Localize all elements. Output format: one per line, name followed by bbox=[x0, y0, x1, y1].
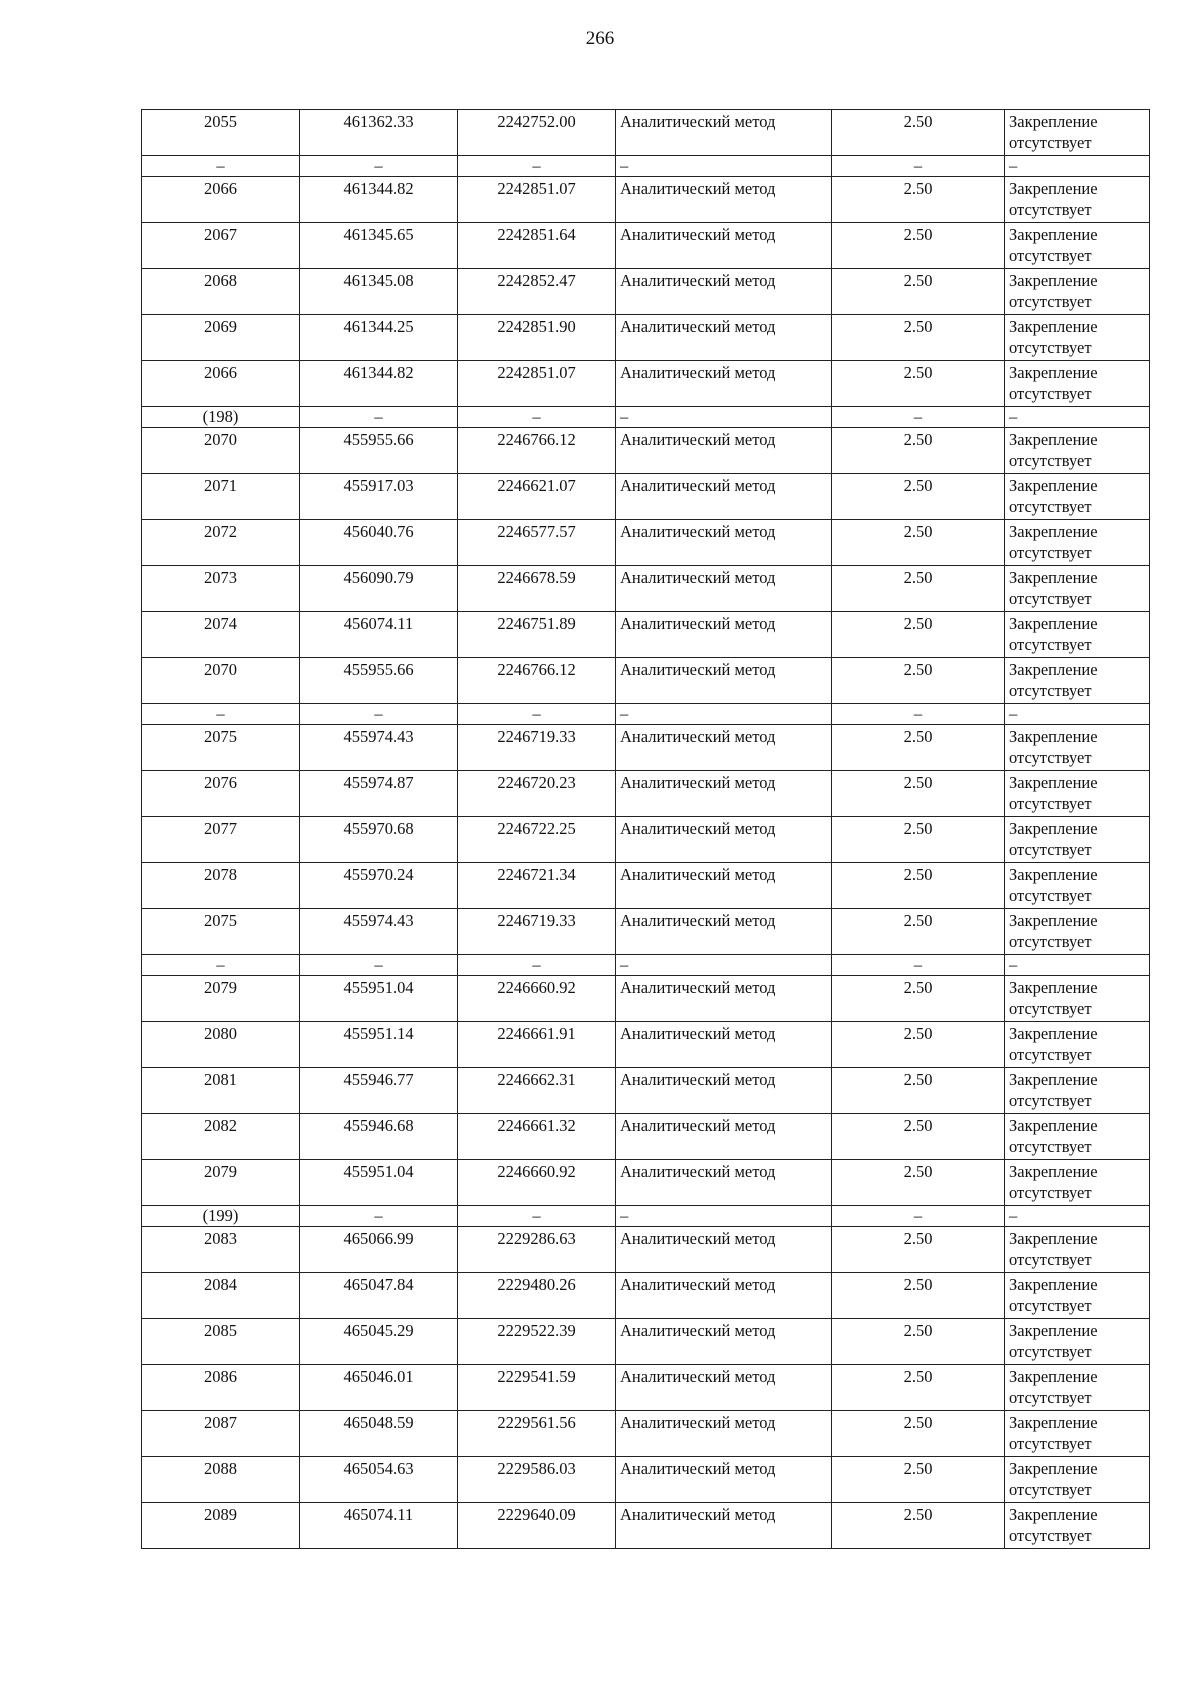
fixation-cell: Закрепление отсутствует bbox=[1005, 1319, 1150, 1365]
point-number-cell: 2080 bbox=[142, 1022, 300, 1068]
method-cell: – bbox=[616, 1206, 832, 1227]
accuracy-cell: 2.50 bbox=[832, 909, 1005, 955]
y-coordinate-cell: 2246661.91 bbox=[458, 1022, 616, 1068]
y-coordinate-cell: 2229480.26 bbox=[458, 1273, 616, 1319]
y-coordinate-cell: 2242851.64 bbox=[458, 223, 616, 269]
fixation-cell: Закрепление отсутствует bbox=[1005, 315, 1150, 361]
y-coordinate-cell: 2229286.63 bbox=[458, 1227, 616, 1273]
fixation-cell: Закрепление отсутствует bbox=[1005, 177, 1150, 223]
x-coordinate-cell: 455955.66 bbox=[300, 658, 458, 704]
x-coordinate-cell: – bbox=[300, 704, 458, 725]
table-row bbox=[142, 1160, 1150, 1206]
x-coordinate-cell: – bbox=[300, 156, 458, 177]
point-number-cell: 2076 bbox=[142, 771, 300, 817]
method-cell: Аналитический метод bbox=[616, 474, 832, 520]
accuracy-cell: 2.50 bbox=[832, 976, 1005, 1022]
fixation-cell: Закрепление отсутствует bbox=[1005, 361, 1150, 407]
method-cell: Аналитический метод bbox=[616, 566, 832, 612]
point-number-cell: 2079 bbox=[142, 976, 300, 1022]
accuracy-cell: 2.50 bbox=[832, 1160, 1005, 1206]
y-coordinate-cell: 2246577.57 bbox=[458, 520, 616, 566]
accuracy-cell: 2.50 bbox=[832, 110, 1005, 156]
fixation-cell: Закрепление отсутствует bbox=[1005, 1114, 1150, 1160]
table-row bbox=[142, 177, 1150, 223]
method-cell: Аналитический метод bbox=[616, 1411, 832, 1457]
point-number-cell: (199) bbox=[142, 1206, 300, 1227]
point-number-cell: 2068 bbox=[142, 269, 300, 315]
y-coordinate-cell: 2246661.32 bbox=[458, 1114, 616, 1160]
accuracy-cell: 2.50 bbox=[832, 315, 1005, 361]
accuracy-cell: 2.50 bbox=[832, 1114, 1005, 1160]
point-number-cell: 2079 bbox=[142, 1160, 300, 1206]
y-coordinate-cell: – bbox=[458, 156, 616, 177]
table-row bbox=[142, 976, 1150, 1022]
accuracy-cell: 2.50 bbox=[832, 1411, 1005, 1457]
fixation-cell: Закрепление отсутствует bbox=[1005, 725, 1150, 771]
point-number-cell: 2071 bbox=[142, 474, 300, 520]
table-row bbox=[142, 1273, 1150, 1319]
x-coordinate-cell: 465046.01 bbox=[300, 1365, 458, 1411]
method-cell: Аналитический метод bbox=[616, 725, 832, 771]
x-coordinate-cell: 455970.68 bbox=[300, 817, 458, 863]
point-number-cell: 2081 bbox=[142, 1068, 300, 1114]
y-coordinate-cell: 2229522.39 bbox=[458, 1319, 616, 1365]
accuracy-cell: – bbox=[832, 1206, 1005, 1227]
point-number-cell: 2055 bbox=[142, 110, 300, 156]
accuracy-cell: 2.50 bbox=[832, 863, 1005, 909]
method-cell: Аналитический метод bbox=[616, 1022, 832, 1068]
fixation-cell: – bbox=[1005, 407, 1150, 428]
table-row bbox=[142, 658, 1150, 704]
accuracy-cell: – bbox=[832, 156, 1005, 177]
table-row bbox=[142, 269, 1150, 315]
y-coordinate-cell: 2246660.92 bbox=[458, 976, 616, 1022]
table-row bbox=[142, 817, 1150, 863]
method-cell: – bbox=[616, 955, 832, 976]
y-coordinate-cell: 2229640.09 bbox=[458, 1503, 616, 1549]
x-coordinate-cell: 455974.43 bbox=[300, 725, 458, 771]
y-coordinate-cell: 2242851.07 bbox=[458, 177, 616, 223]
y-coordinate-cell: 2242851.90 bbox=[458, 315, 616, 361]
accuracy-cell: 2.50 bbox=[832, 177, 1005, 223]
table-row bbox=[142, 566, 1150, 612]
method-cell: Аналитический метод bbox=[616, 658, 832, 704]
x-coordinate-cell: – bbox=[300, 955, 458, 976]
method-cell: – bbox=[616, 156, 832, 177]
x-coordinate-cell: 455955.66 bbox=[300, 428, 458, 474]
accuracy-cell: 2.50 bbox=[832, 1227, 1005, 1273]
point-number-cell: 2066 bbox=[142, 177, 300, 223]
table-row bbox=[142, 520, 1150, 566]
x-coordinate-cell: 461344.82 bbox=[300, 177, 458, 223]
x-coordinate-cell: 455951.04 bbox=[300, 976, 458, 1022]
y-coordinate-cell: 2246722.25 bbox=[458, 817, 616, 863]
y-coordinate-cell: 2246660.92 bbox=[458, 1160, 616, 1206]
fixation-cell: Закрепление отсутствует bbox=[1005, 1365, 1150, 1411]
fixation-cell: – bbox=[1005, 1206, 1150, 1227]
point-number-cell: 2070 bbox=[142, 428, 300, 474]
method-cell: Аналитический метод bbox=[616, 110, 832, 156]
method-cell: Аналитический метод bbox=[616, 1160, 832, 1206]
accuracy-cell: 2.50 bbox=[832, 658, 1005, 704]
method-cell: Аналитический метод bbox=[616, 1068, 832, 1114]
table-row bbox=[142, 110, 1150, 156]
y-coordinate-cell: 2246678.59 bbox=[458, 566, 616, 612]
fixation-cell: Закрепление отсутствует bbox=[1005, 1273, 1150, 1319]
point-number-cell: 2083 bbox=[142, 1227, 300, 1273]
method-cell: Аналитический метод bbox=[616, 1273, 832, 1319]
y-coordinate-cell: – bbox=[458, 1206, 616, 1227]
fixation-cell: Закрепление отсутствует bbox=[1005, 1068, 1150, 1114]
accuracy-cell: 2.50 bbox=[832, 771, 1005, 817]
accuracy-cell: 2.50 bbox=[832, 725, 1005, 771]
y-coordinate-cell: 2229561.56 bbox=[458, 1411, 616, 1457]
x-coordinate-cell: 465045.29 bbox=[300, 1319, 458, 1365]
y-coordinate-cell: 2242852.47 bbox=[458, 269, 616, 315]
method-cell: Аналитический метод bbox=[616, 315, 832, 361]
point-number-cell: 2077 bbox=[142, 817, 300, 863]
method-cell: Аналитический метод bbox=[616, 177, 832, 223]
method-cell: Аналитический метод bbox=[616, 1114, 832, 1160]
point-number-cell: – bbox=[142, 955, 300, 976]
method-cell: Аналитический метод bbox=[616, 976, 832, 1022]
fixation-cell: Закрепление отсутствует bbox=[1005, 863, 1150, 909]
accuracy-cell: 2.50 bbox=[832, 474, 1005, 520]
fixation-cell: Закрепление отсутствует bbox=[1005, 976, 1150, 1022]
separator-row bbox=[142, 1206, 1150, 1227]
method-cell: – bbox=[616, 407, 832, 428]
y-coordinate-cell: – bbox=[458, 955, 616, 976]
table-row bbox=[142, 1227, 1150, 1273]
fixation-cell: Закрепление отсутствует bbox=[1005, 520, 1150, 566]
separator-row bbox=[142, 407, 1150, 428]
y-coordinate-cell: – bbox=[458, 407, 616, 428]
x-coordinate-cell: 455946.77 bbox=[300, 1068, 458, 1114]
x-coordinate-cell: 455951.14 bbox=[300, 1022, 458, 1068]
table-row bbox=[142, 361, 1150, 407]
accuracy-cell: 2.50 bbox=[832, 428, 1005, 474]
table-row bbox=[142, 474, 1150, 520]
x-coordinate-cell: 465066.99 bbox=[300, 1227, 458, 1273]
method-cell: Аналитический метод bbox=[616, 909, 832, 955]
coordinates-table bbox=[141, 109, 1150, 1549]
point-number-cell: 2069 bbox=[142, 315, 300, 361]
accuracy-cell: 2.50 bbox=[832, 520, 1005, 566]
fixation-cell: Закрепление отсутствует bbox=[1005, 566, 1150, 612]
accuracy-cell: 2.50 bbox=[832, 817, 1005, 863]
table-row bbox=[142, 223, 1150, 269]
accuracy-cell: – bbox=[832, 407, 1005, 428]
point-number-cell: 2088 bbox=[142, 1457, 300, 1503]
table-row bbox=[142, 909, 1150, 955]
point-number-cell: 2078 bbox=[142, 863, 300, 909]
fixation-cell: Закрепление отсутствует bbox=[1005, 1503, 1150, 1549]
point-number-cell: 2072 bbox=[142, 520, 300, 566]
table-row bbox=[142, 771, 1150, 817]
x-coordinate-cell: – bbox=[300, 1206, 458, 1227]
point-number-cell: 2082 bbox=[142, 1114, 300, 1160]
point-number-cell: 2084 bbox=[142, 1273, 300, 1319]
point-number-cell: 2085 bbox=[142, 1319, 300, 1365]
y-coordinate-cell: 2246719.33 bbox=[458, 909, 616, 955]
accuracy-cell: 2.50 bbox=[832, 1068, 1005, 1114]
method-cell: Аналитический метод bbox=[616, 1503, 832, 1549]
point-number-cell: (198) bbox=[142, 407, 300, 428]
x-coordinate-cell: 465047.84 bbox=[300, 1273, 458, 1319]
accuracy-cell: 2.50 bbox=[832, 566, 1005, 612]
method-cell: Аналитический метод bbox=[616, 1227, 832, 1273]
table-row bbox=[142, 1068, 1150, 1114]
y-coordinate-cell: 2246719.33 bbox=[458, 725, 616, 771]
accuracy-cell: 2.50 bbox=[832, 612, 1005, 658]
accuracy-cell: 2.50 bbox=[832, 1273, 1005, 1319]
y-coordinate-cell: 2246766.12 bbox=[458, 428, 616, 474]
x-coordinate-cell: 455974.87 bbox=[300, 771, 458, 817]
method-cell: Аналитический метод bbox=[616, 1365, 832, 1411]
point-number-cell: 2075 bbox=[142, 725, 300, 771]
fixation-cell: Закрепление отсутствует bbox=[1005, 428, 1150, 474]
fixation-cell: Закрепление отсутствует bbox=[1005, 110, 1150, 156]
table-row bbox=[142, 1503, 1150, 1549]
y-coordinate-cell: 2246720.23 bbox=[458, 771, 616, 817]
x-coordinate-cell: 465054.63 bbox=[300, 1457, 458, 1503]
table-row bbox=[142, 1457, 1150, 1503]
y-coordinate-cell: 2229541.59 bbox=[458, 1365, 616, 1411]
separator-row bbox=[142, 156, 1150, 177]
coordinates-table-body bbox=[142, 110, 1150, 1549]
table-row bbox=[142, 1022, 1150, 1068]
x-coordinate-cell: 465048.59 bbox=[300, 1411, 458, 1457]
method-cell: Аналитический метод bbox=[616, 863, 832, 909]
method-cell: Аналитический метод bbox=[616, 612, 832, 658]
y-coordinate-cell: 2246751.89 bbox=[458, 612, 616, 658]
x-coordinate-cell: 456090.79 bbox=[300, 566, 458, 612]
x-coordinate-cell: 455946.68 bbox=[300, 1114, 458, 1160]
method-cell: – bbox=[616, 704, 832, 725]
point-number-cell: 2074 bbox=[142, 612, 300, 658]
point-number-cell: 2087 bbox=[142, 1411, 300, 1457]
y-coordinate-cell: 2242851.07 bbox=[458, 361, 616, 407]
y-coordinate-cell: – bbox=[458, 704, 616, 725]
point-number-cell: – bbox=[142, 156, 300, 177]
separator-row bbox=[142, 955, 1150, 976]
fixation-cell: Закрепление отсутствует bbox=[1005, 771, 1150, 817]
method-cell: Аналитический метод bbox=[616, 269, 832, 315]
accuracy-cell: 2.50 bbox=[832, 223, 1005, 269]
fixation-cell: Закрепление отсутствует bbox=[1005, 1160, 1150, 1206]
x-coordinate-cell: 461344.25 bbox=[300, 315, 458, 361]
fixation-cell: Закрепление отсутствует bbox=[1005, 474, 1150, 520]
method-cell: Аналитический метод bbox=[616, 428, 832, 474]
x-coordinate-cell: 456074.11 bbox=[300, 612, 458, 658]
accuracy-cell: 2.50 bbox=[832, 1365, 1005, 1411]
accuracy-cell: – bbox=[832, 704, 1005, 725]
page-number: 266 bbox=[585, 28, 615, 49]
accuracy-cell: 2.50 bbox=[832, 1457, 1005, 1503]
point-number-cell: 2067 bbox=[142, 223, 300, 269]
y-coordinate-cell: 2229586.03 bbox=[458, 1457, 616, 1503]
table-row bbox=[142, 315, 1150, 361]
x-coordinate-cell: 465074.11 bbox=[300, 1503, 458, 1549]
x-coordinate-cell: 455917.03 bbox=[300, 474, 458, 520]
x-coordinate-cell: – bbox=[300, 407, 458, 428]
table-row bbox=[142, 725, 1150, 771]
fixation-cell: Закрепление отсутствует bbox=[1005, 658, 1150, 704]
y-coordinate-cell: 2246621.07 bbox=[458, 474, 616, 520]
fixation-cell: – bbox=[1005, 955, 1150, 976]
fixation-cell: Закрепление отсутствует bbox=[1005, 1227, 1150, 1273]
table-row bbox=[142, 1114, 1150, 1160]
x-coordinate-cell: 455970.24 bbox=[300, 863, 458, 909]
table-row bbox=[142, 428, 1150, 474]
fixation-cell: Закрепление отсутствует bbox=[1005, 817, 1150, 863]
point-number-cell: 2070 bbox=[142, 658, 300, 704]
y-coordinate-cell: 2246662.31 bbox=[458, 1068, 616, 1114]
point-number-cell: 2073 bbox=[142, 566, 300, 612]
x-coordinate-cell: 461345.65 bbox=[300, 223, 458, 269]
point-number-cell: – bbox=[142, 704, 300, 725]
x-coordinate-cell: 461344.82 bbox=[300, 361, 458, 407]
fixation-cell: Закрепление отсутствует bbox=[1005, 1022, 1150, 1068]
method-cell: Аналитический метод bbox=[616, 1457, 832, 1503]
table-row bbox=[142, 612, 1150, 658]
fixation-cell: – bbox=[1005, 704, 1150, 725]
accuracy-cell: 2.50 bbox=[832, 1503, 1005, 1549]
y-coordinate-cell: 2246766.12 bbox=[458, 658, 616, 704]
x-coordinate-cell: 456040.76 bbox=[300, 520, 458, 566]
separator-row bbox=[142, 704, 1150, 725]
accuracy-cell: 2.50 bbox=[832, 269, 1005, 315]
fixation-cell: Закрепление отсутствует bbox=[1005, 223, 1150, 269]
method-cell: Аналитический метод bbox=[616, 817, 832, 863]
table-row bbox=[142, 1365, 1150, 1411]
accuracy-cell: 2.50 bbox=[832, 1319, 1005, 1365]
x-coordinate-cell: 455951.04 bbox=[300, 1160, 458, 1206]
fixation-cell: Закрепление отсутствует bbox=[1005, 909, 1150, 955]
method-cell: Аналитический метод bbox=[616, 361, 832, 407]
fixation-cell: Закрепление отсутствует bbox=[1005, 269, 1150, 315]
y-coordinate-cell: 2242752.00 bbox=[458, 110, 616, 156]
accuracy-cell: 2.50 bbox=[832, 1022, 1005, 1068]
x-coordinate-cell: 455974.43 bbox=[300, 909, 458, 955]
point-number-cell: 2066 bbox=[142, 361, 300, 407]
method-cell: Аналитический метод bbox=[616, 520, 832, 566]
fixation-cell: – bbox=[1005, 156, 1150, 177]
table-row bbox=[142, 1411, 1150, 1457]
method-cell: Аналитический метод bbox=[616, 223, 832, 269]
fixation-cell: Закрепление отсутствует bbox=[1005, 1457, 1150, 1503]
accuracy-cell: – bbox=[832, 955, 1005, 976]
table-row bbox=[142, 1319, 1150, 1365]
method-cell: Аналитический метод bbox=[616, 771, 832, 817]
method-cell: Аналитический метод bbox=[616, 1319, 832, 1365]
y-coordinate-cell: 2246721.34 bbox=[458, 863, 616, 909]
table-row bbox=[142, 863, 1150, 909]
x-coordinate-cell: 461362.33 bbox=[300, 110, 458, 156]
point-number-cell: 2089 bbox=[142, 1503, 300, 1549]
point-number-cell: 2075 bbox=[142, 909, 300, 955]
x-coordinate-cell: 461345.08 bbox=[300, 269, 458, 315]
point-number-cell: 2086 bbox=[142, 1365, 300, 1411]
fixation-cell: Закрепление отсутствует bbox=[1005, 1411, 1150, 1457]
fixation-cell: Закрепление отсутствует bbox=[1005, 612, 1150, 658]
accuracy-cell: 2.50 bbox=[832, 361, 1005, 407]
